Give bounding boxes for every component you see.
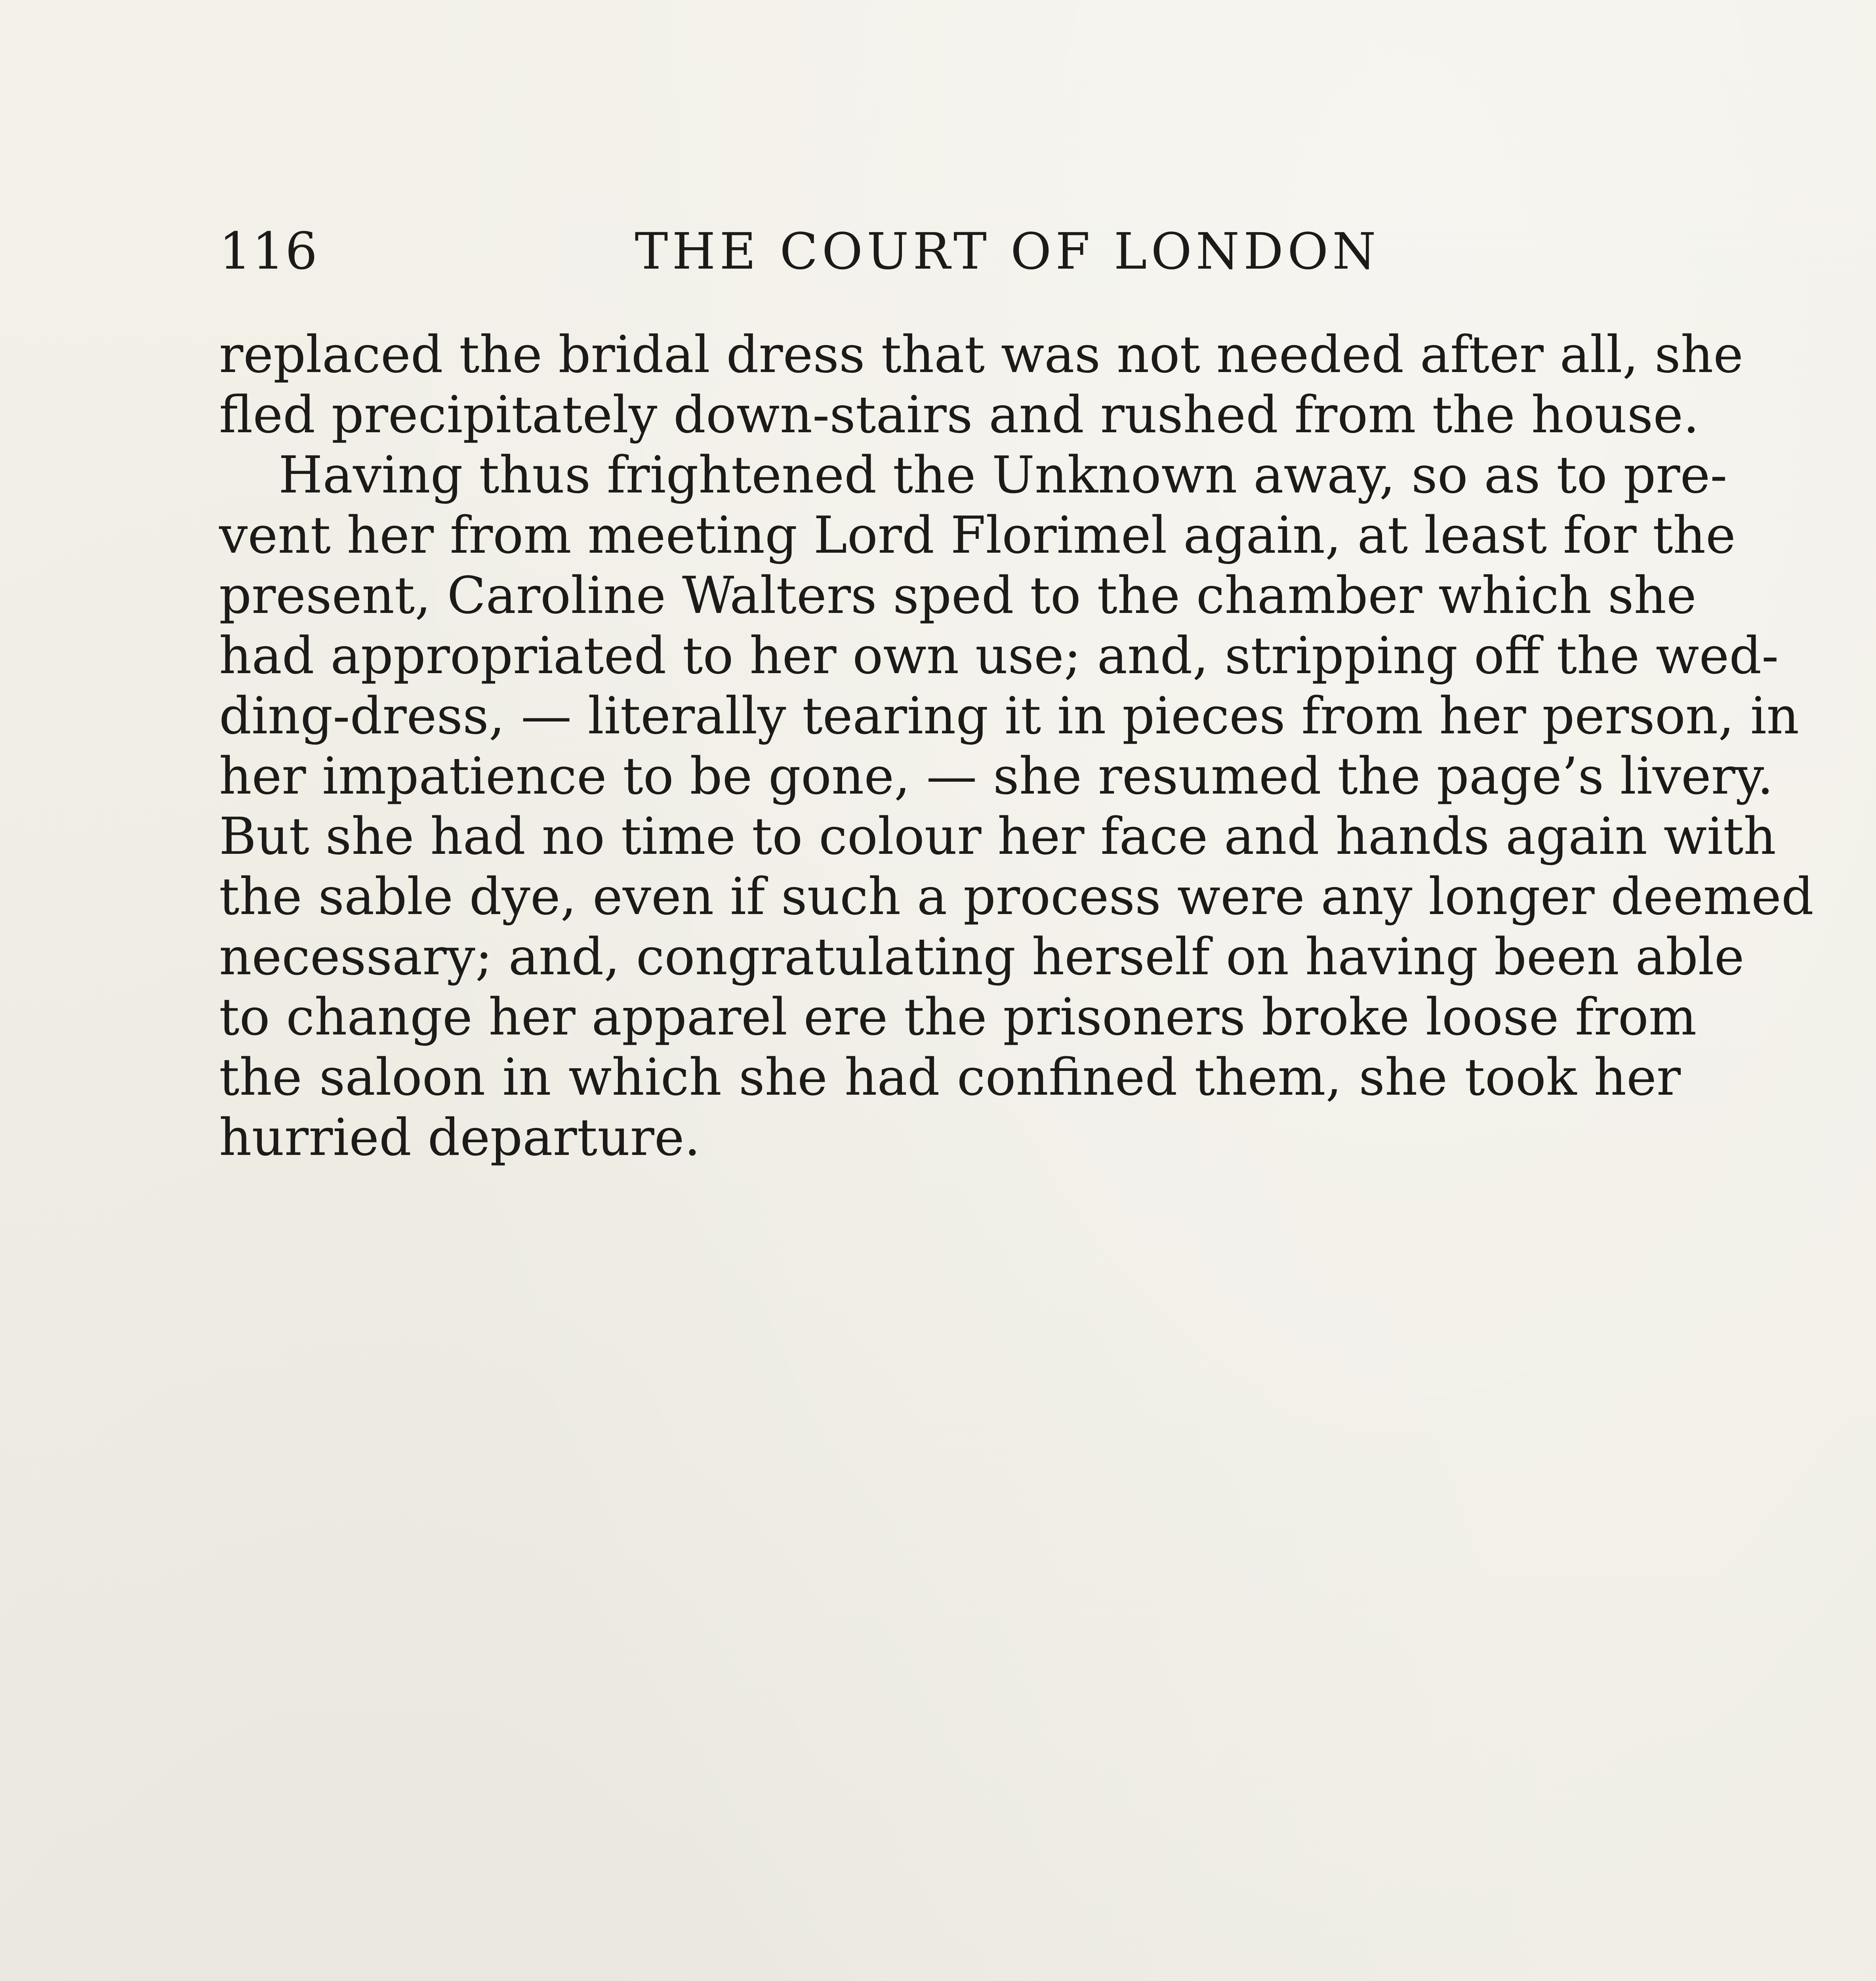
text-line: ding-dress, — literally tearing it in pieces from her person, in [219,687,1800,746]
text-line: present, Caroline Walters sped to the chamber which she [219,566,1697,625]
paragraph-2 [219,445,1814,1168]
text-line: the saloon in which she had confined them, she took her [219,1048,1681,1107]
body-text [219,325,1814,1168]
text-line: necessary; and, congratulating herself on having been able [219,928,1744,987]
text-line: fled precipitately down-stairs and rushed from the house. [219,386,1699,445]
text-line: Having thus frightened the Unknown away, so as to pre- [278,446,1727,505]
text-line: replaced the bridal dress that was not needed after all, she [219,325,1743,384]
text-line: But she had no time to colour her face and hands again with [219,807,1776,866]
text-line: the sable dye, even if such a process were any longer deemed [219,867,1814,926]
text-line: her impatience to be gone, — she resumed the page’s livery. [219,747,1773,806]
text-line: vent her from meeting Lord Florimel again, at least for the [219,506,1736,565]
text-line: hurried departure. [219,1108,701,1167]
text-line: had appropriated to her own use; and, stripping off the wed- [219,626,1779,685]
running-head: THE COURT OF LONDON [635,222,1380,281]
page-number: 116 [219,222,318,281]
paragraph-1 [219,325,1743,445]
page-header [219,216,1681,287]
text-line: to change her apparel ere the prisoners broke loose from [219,988,1697,1047]
